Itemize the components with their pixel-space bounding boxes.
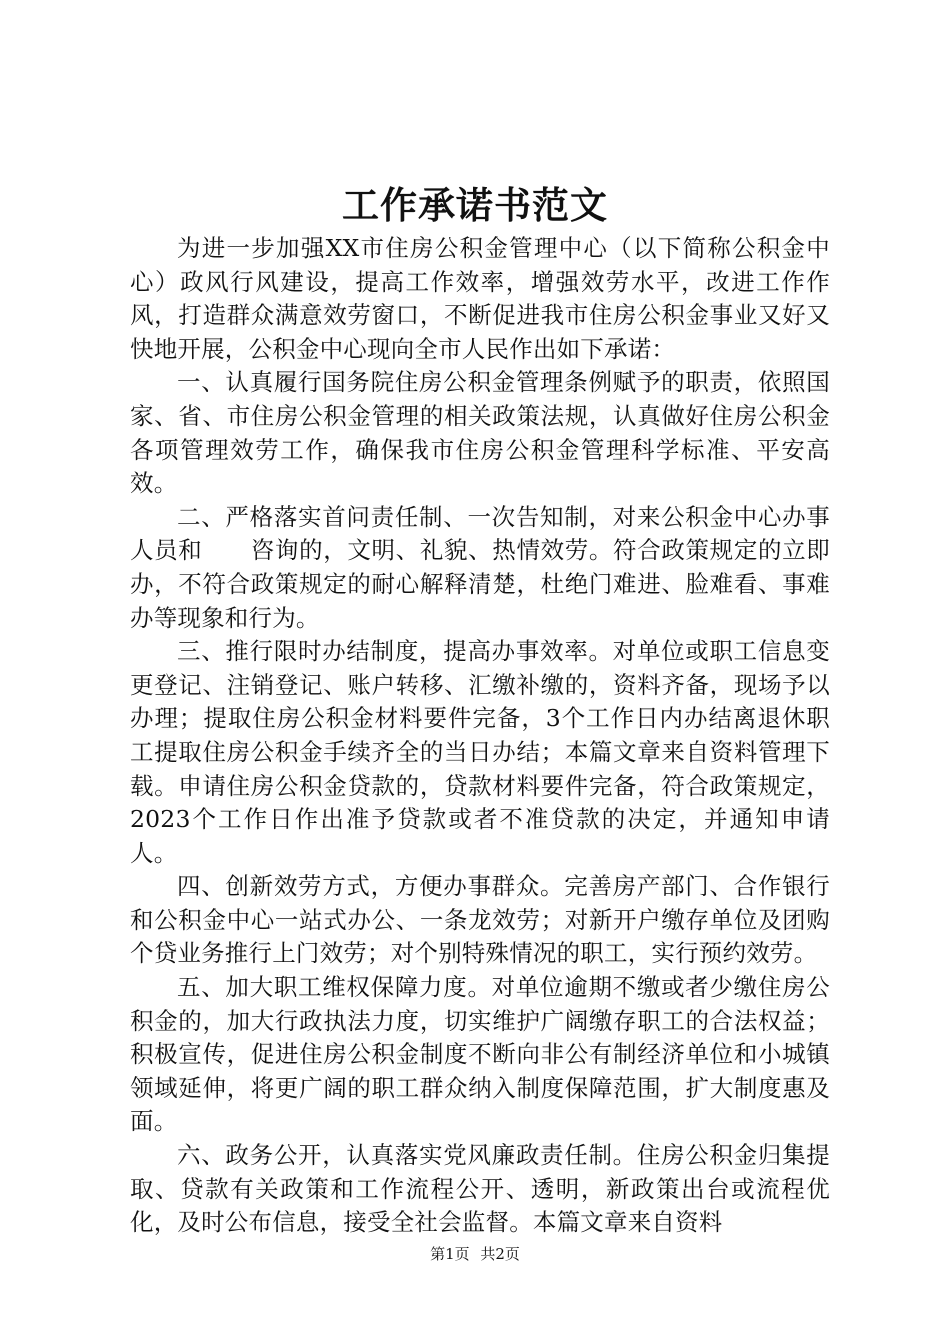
page-footer	[0, 1244, 950, 1264]
commitment-paragraph-6: 六、政务公开，认真落实党风廉政责任制。住房公积金归集提取、贷款有关政策和工作流程公开、透明，新政策出台或流程优化，及时公布信息，接受全社会监督。本篇文章来自资料	[130, 1141, 830, 1237]
page-number: 第1页	[430, 1245, 470, 1263]
commitment-paragraph-4: 四、创新效劳方式，方便办事群众。完善房产部门、合作银行和公积金中心一站式办公、一条龙效劳；对新开户缴存单位及团购个贷业务推行上门效劳；对个别特殊情况的职工，实行预约效劳。	[130, 872, 830, 968]
commitment-paragraph-5: 五、加大职工维权保障力度。对单位逾期不缴或者少缴住房公积金的，加大行政执法力度，切实维护广阔缴存职工的合法权益；积极宣传，促进住房公积金制度不断向非公有制经济单位和小城镇领域延伸，将更广阔的职工群众纳入制度保障范围，扩大制度惠及面。	[130, 973, 830, 1136]
commitment-paragraph-2: 二、严格落实首问责任制、一次告知制，对来公积金中心办事人员和 咨询的，文明、礼貌、热情效劳。符合政策规定的立即办，不符合政策规定的耐心解释清楚，杜绝门难进、脸难看、事难办等现象和行为。	[130, 502, 830, 632]
document-body	[130, 232, 830, 1240]
page-total: 共2页	[480, 1245, 520, 1263]
intro-paragraph: 为进一步加强XX市住房公积金管理中心（以下简称公积金中心）政风行风建设，提高工作效率，增强效劳水平，改进工作作风，打造群众满意效劳窗口，不断促进我市住房公积金事业又好又快地开展，公积金中心现向全市人民作出如下承诺：	[130, 234, 830, 363]
commitment-paragraph-3: 三、推行限时办结制度，提高办事效率。对单位或职工信息变更登记、注销登记、账户转移、汇缴补缴的，资料齐备，现场予以办理；提取住房公积金材料要件完备，3个工作日内办结离退休职工提取住房公积金手续齐全的当日办结；本篇文章来自资料管理下载。申请住房公积金贷款的，贷款材料要件完备，符合政策规定，2023个工作日作出准予贷款或者不准贷款的决定，并通知申请人。	[130, 637, 830, 867]
commitment-paragraph-1: 一、认真履行国务院住房公积金管理条例赋予的职责，依照国家、省、市住房公积金管理的相关政策法规，认真做好住房公积金各项管理效劳工作，确保我市住房公积金管理科学标准、平安高效。	[130, 368, 830, 498]
document-title: 工作承诺书范文	[342, 183, 608, 227]
